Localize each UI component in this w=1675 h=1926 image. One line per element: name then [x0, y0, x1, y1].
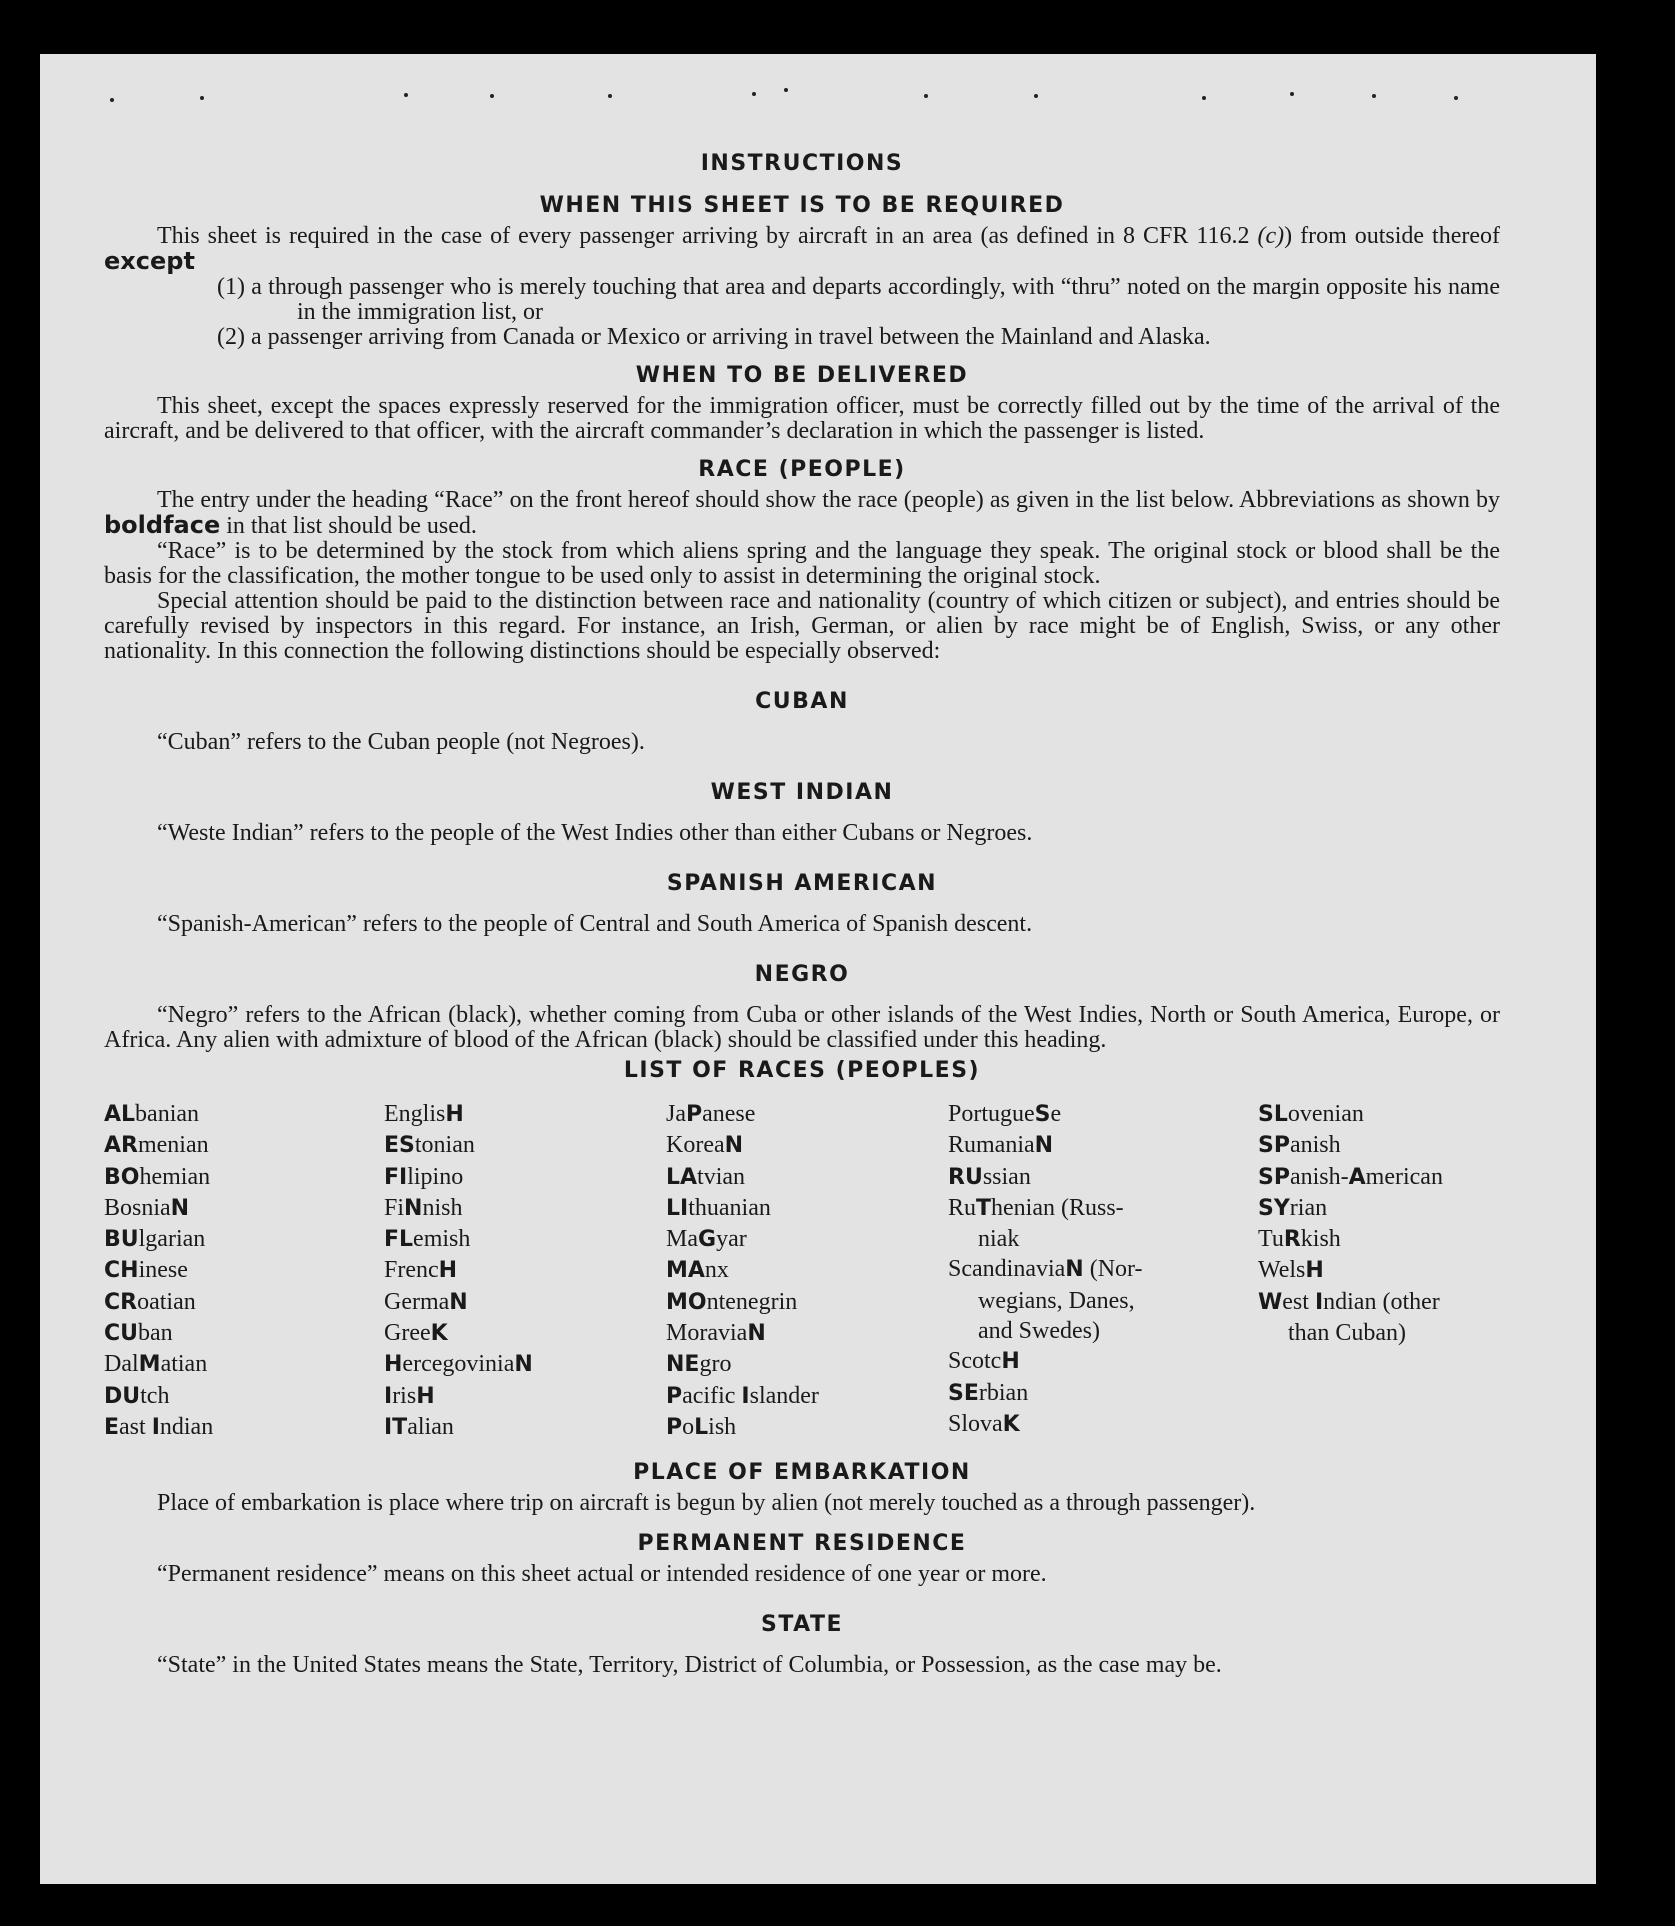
dot: [404, 93, 408, 97]
dot: [924, 94, 928, 98]
race-entry: EStonian: [384, 1132, 475, 1159]
races-column: [104, 1099, 384, 1443]
race-entry: LIthuanian: [666, 1194, 771, 1221]
race-entry: GreeK: [384, 1320, 448, 1347]
race-entry: CHinese: [104, 1257, 188, 1284]
race-entry: BosniaN: [104, 1194, 190, 1221]
race-entry: niak: [978, 1226, 1020, 1253]
race-entry: ScotcH: [948, 1348, 1020, 1375]
section-heading-race: RACE (PEOPLE): [698, 457, 906, 482]
race-entry: than Cuban): [1288, 1320, 1406, 1347]
race-entry: NEgro: [666, 1351, 732, 1378]
race-entry: SLovenian: [1258, 1101, 1364, 1127]
section-heading-cuban: CUBAN: [755, 689, 849, 714]
race-paragraph-1: The entry under the heading “Race” on the front hereof should show the race (people) as given in the list below. Abbreviations as shown by boldface in that list should be used.: [104, 487, 1500, 539]
dot: [1290, 92, 1294, 96]
section-heading-west-indian: WEST INDIAN: [710, 780, 894, 805]
race-entry: CRoatian: [104, 1288, 196, 1315]
race-entry: RUssian: [948, 1163, 1031, 1190]
section-heading-residence: PERMANENT RESIDENCE: [637, 1531, 967, 1557]
race-entry: East Indian: [104, 1413, 214, 1440]
spanish-american-text: “Spanish-American” refers to the people of Central and South America of Spanish descent.: [157, 911, 1033, 937]
list-of-races-heading: LIST OF RACES (PEOPLES): [623, 1058, 981, 1083]
race-entry: DUtch: [104, 1382, 170, 1409]
cuban-text: “Cuban” refers to the Cuban people (not Negroes).: [157, 729, 645, 755]
race-entry: and Swedes): [978, 1318, 1100, 1345]
race-entry: MaGyar: [666, 1226, 747, 1253]
race-entry: Pacific Islander: [666, 1382, 819, 1409]
race-entry: MAnx: [666, 1257, 729, 1284]
boldface-word: boldface: [104, 511, 221, 539]
race-entry: wegians, Danes,: [978, 1287, 1135, 1314]
dot: [490, 94, 494, 98]
negro-text: “Negro” refers to the African (black), whether coming from Cuba or other islands of the West Indies, North or South America, Europe, or Africa. Any alien with admixture of blood of the African (black) should be classified under this heading.: [104, 1002, 1500, 1053]
race-entry: FiNnish: [384, 1194, 463, 1221]
race-entry: IrisH: [384, 1382, 435, 1409]
race-entry: West Indian (other: [1258, 1288, 1440, 1315]
race-entry: GermaN: [384, 1288, 468, 1315]
race-entry: LAtvian: [666, 1163, 746, 1190]
dot: [110, 98, 114, 102]
section-heading-negro: NEGRO: [754, 962, 850, 987]
race-entry: DalMatian: [104, 1351, 208, 1378]
races-column: [384, 1099, 666, 1443]
race-entry: CUban: [104, 1320, 173, 1347]
required-item-1: (1) a through passenger who is merely touching that area and departs accordingly, with “thru” noted on the margin opposite his name in the immigration list, or: [217, 274, 1500, 325]
race-entry: ITalian: [384, 1413, 454, 1440]
west-indian-text: “Weste Indian” refers to the people of the West Indies other than either Cubans or Negroes.: [157, 820, 1033, 846]
races-column: [948, 1099, 1258, 1443]
section-heading-delivered: WHEN TO BE DELIVERED: [635, 363, 969, 388]
race-entry: ScandinaviaN (Nor-: [948, 1256, 1143, 1283]
dot: [1372, 94, 1376, 98]
race-entry: SPanish-American: [1258, 1163, 1443, 1190]
race-entry: TuRkish: [1258, 1226, 1341, 1253]
section-heading-embarkation: PLACE OF EMBARKATION: [633, 1460, 971, 1486]
race-entry: HercegoviniaN: [384, 1351, 533, 1378]
state-text: “State” in the United States means the State, Territory, District of Columbia, or Possession, as the case may be.: [157, 1652, 1222, 1679]
dot: [1202, 96, 1206, 100]
embarkation-text: Place of embarkation is place where trip on aircraft is begun by alien (not merely touched as a through passenger).: [157, 1490, 1256, 1517]
race-entry: ARmenian: [104, 1132, 209, 1159]
race-entry: FLemish: [384, 1226, 471, 1253]
race-entry: SPanish: [1258, 1132, 1341, 1159]
instruction-sheet: [40, 54, 1596, 1884]
race-entry: FrencH: [384, 1257, 458, 1284]
section-heading-state: STATE: [761, 1612, 843, 1638]
race-paragraph-2: “Race” is to be determined by the stock from which aliens spring and the language they speak. The original stock or blood shall be the basis for the classification, the mother tongue to be used only to assist in determining the original stock.: [104, 538, 1500, 589]
race-entry: RumaniaN: [948, 1132, 1054, 1159]
race-entry: MOntenegrin: [666, 1288, 798, 1315]
residence-text: “Permanent residence” means on this sheet actual or intended residence of one year or more.: [157, 1561, 1047, 1588]
races-list: [104, 1099, 1500, 1443]
dot: [784, 88, 788, 92]
race-entry: BOhemian: [104, 1163, 211, 1190]
race-entry: SErbian: [948, 1379, 1029, 1406]
cite: (c): [1257, 223, 1285, 249]
race-entry: JaPanese: [666, 1101, 756, 1127]
race-entry: SlovaK: [948, 1410, 1020, 1437]
race-entry: RuThenian (Russ-: [948, 1194, 1124, 1221]
race-entry: SYrian: [1258, 1194, 1328, 1221]
required-intro: This sheet is required in the case of every passenger arriving by aircraft in an area (as defined in 8 CFR 116.2 (c)) from outside thereof except: [104, 223, 1501, 275]
except-word: except: [104, 247, 195, 275]
page-title: INSTRUCTIONS: [700, 151, 904, 176]
race-entry: WelsH: [1258, 1257, 1324, 1284]
delivered-text: This sheet, except the spaces expressly reserved for the immigration officer, must be correctly filled out by the time of the arrival of the aircraft, and be delivered to that officer, with the aircraft commander’s declaration in which the passenger is listed.: [104, 393, 1500, 444]
dot: [1034, 94, 1038, 98]
dot: [200, 96, 204, 100]
race-entry: ALbanian: [104, 1101, 200, 1127]
dot: [752, 92, 756, 96]
race-paragraph-3: Special attention should be paid to the distinction between race and nationality (country of which citizen or subject), and entries should be carefully revised by inspectors in this regard. For instance, an Irish, German, or alien by race might be of English, Swiss, or any other nationality. In this connection the following distinctions should be especially observed:: [104, 588, 1500, 664]
races-column: [1258, 1099, 1498, 1443]
race-entry: KoreaN: [666, 1132, 744, 1159]
required-item-2: (2) a passenger arriving from Canada or Mexico or arriving in travel between the Mainland and Alaska.: [217, 324, 1211, 350]
dot: [1454, 96, 1458, 100]
race-entry: PortugueSe: [948, 1101, 1062, 1127]
race-entry: BUlgarian: [104, 1226, 206, 1253]
dot: [608, 94, 612, 98]
section-heading-required: WHEN THIS SHEET IS TO BE REQUIRED: [539, 193, 1065, 218]
race-entry: FIlipino: [384, 1163, 464, 1190]
race-entry: EnglisH: [384, 1101, 464, 1127]
punch-dots: [40, 98, 1596, 128]
race-entry: PoLish: [666, 1413, 737, 1440]
section-heading-spanish-american: SPANISH AMERICAN: [666, 871, 938, 896]
race-entry: MoraviaN: [666, 1320, 766, 1347]
races-column: [666, 1099, 948, 1443]
